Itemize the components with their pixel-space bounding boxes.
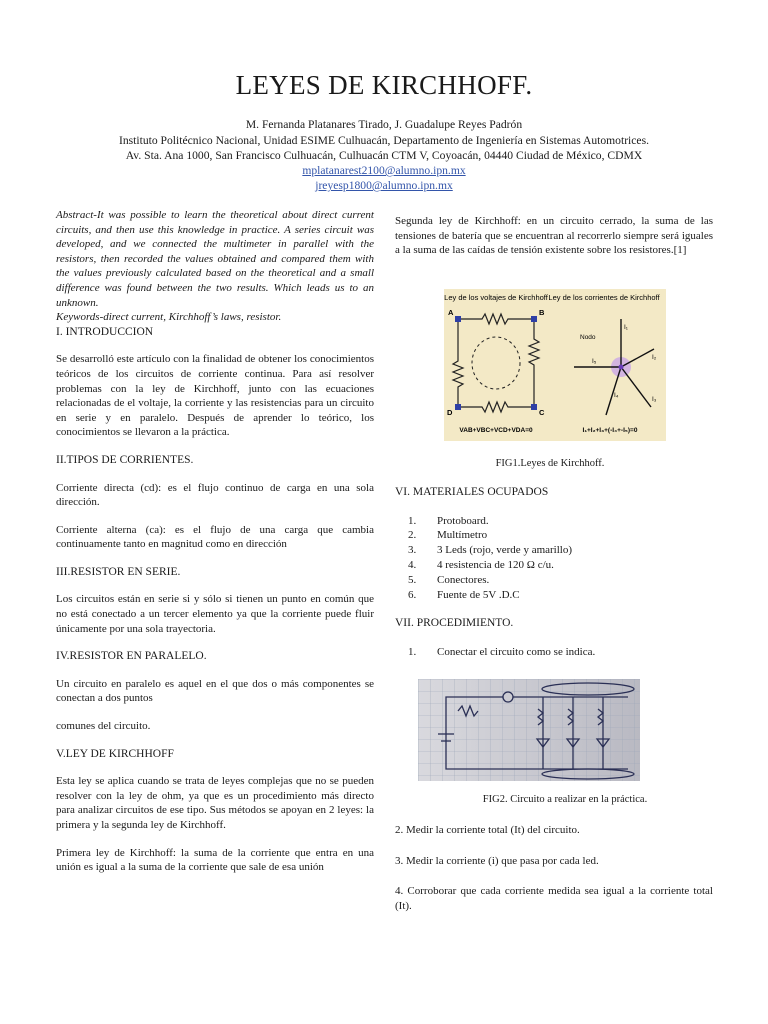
node-a-label: A (448, 308, 454, 317)
list-item: 1. Protoboard. (419, 514, 713, 529)
paper-title: LEYES DE KIRCHHOFF. (235, 70, 533, 100)
authors: M. Fernanda Platanares Tirado, J. Guadalupe Reyes Padrón (245, 118, 523, 131)
section-3-title: III.RESISTOR EN SERIE. (56, 565, 181, 578)
nodo-label: Nodo (580, 334, 596, 341)
materials-list (395, 514, 713, 603)
list-item: 3. 3 Leds (rojo, verde y amarillo) (419, 543, 713, 558)
procedure-list (395, 645, 713, 660)
section-3-paragraph: Los circuitos están en serie si y sólo si tienen un punto en común que no está conectado a un tercer elemento ya que la corriente puede fluir únicamente por una sola trayectoria. (56, 593, 374, 635)
step-3: 3. Medir la corriente (i) que pasa por cada led. (395, 854, 599, 867)
section-1-paragraph: Se desarrolló este artículo con la finalidad de obtener los conocimientos teóricos de los circuitos de corriente continua. Para así resolver problemas con la ley de Kirchhoff, junto con las ecuaciones relacionadas de el voltaje, la corriente y las resistencias para un circuito en serie y en paralelo. Después de aprender lo teórico, los conocimientos se llevaron a la práctica. (56, 353, 374, 439)
fig1-title-current: Ley de los corrientes de Kirchhoff (548, 293, 660, 302)
email-link-2[interactable]: jreyesp1800@alumno.ipn.mx (315, 179, 453, 192)
list-item: 4. 4 resistencia de 120 Ω c/u. (419, 558, 713, 573)
voltage-equation: VAB+VBC+VCD+VDA=0 (459, 427, 533, 434)
fig1-title-voltage: Ley de los voltajes de Kirchhoff (444, 293, 548, 302)
section-4-title: IV.RESISTOR EN PARALELO. (56, 650, 207, 663)
second-law-paragraph: Segunda ley de Kirchhoff: en un circuito cerrado, la suma de las tensiones de batería que se encuentran al recorrerlo siempre será iguales a la suma de las caídas de tensión existente sobre los resistores.[1] (395, 215, 713, 257)
section-7-title: VII. PROCEDIMIENTO. (395, 617, 514, 630)
email-1 (0, 164, 768, 178)
email-2 (0, 179, 768, 193)
section-4-paragraph-2: comunes del circuito. (56, 720, 151, 733)
node-c-label: C (539, 408, 545, 417)
materials-section (395, 485, 713, 660)
step-2: 2. Medir la corriente total (It) del circuito. (395, 824, 580, 836)
address: Av. Sta. Ana 1000, San Francisco Culhuacán, Culhuacán CTM V, Coyoacán, 04440 Ciudad de México, CDMX (125, 149, 643, 162)
i5-label: I₅ (592, 358, 597, 365)
list-item: 5. Conectores. (419, 573, 713, 588)
section-6-title: VI. MATERIALES OCUPADOS (395, 486, 549, 498)
section-4-paragraph-1: Un circuito en paralelo es aquel en el que dos o más componentes se conectan a dos puntos (56, 677, 374, 705)
node-d-label: D (447, 408, 453, 417)
list-item: 1. Conectar el circuito como se indica. (419, 645, 713, 660)
list-item: 6. Fuente de 5V .D.C (419, 588, 713, 603)
step-4: 4. Corroborar que cada corriente medida sea igual a la corriente total (It). (395, 885, 713, 912)
keywords: Keywords-direct current, Kirchhoff’s laws, resistor. (56, 311, 282, 324)
i3-label: I₃ (652, 396, 657, 403)
section-2-title: II.TIPOS DE CORRIENTES. (56, 453, 194, 466)
figure-2-caption: FIG2. Circuito a realizar en la práctica. (482, 794, 648, 805)
section-1-title: I. INTRODUCCION (56, 325, 154, 338)
list-item: 2. Multímetro (419, 528, 713, 543)
i4-label: I₄ (614, 392, 619, 399)
right-column-intro (395, 214, 713, 258)
abstract: Abstract-It was possible to learn the theoretical about direct current circuits, and then use this knowledge in practice. A series circuit was developed, and we connected the multimeter in parallel with the resistors, then recorded the values obtained and compared them with the values previously calculated based on the theoretical and a small difference was found between the two results. Which leads us to an unknown. (56, 209, 374, 309)
figure-1-kirchhoff-laws (444, 289, 666, 441)
email-link-1[interactable]: mplatanarest2100@alumno.ipn.mx (302, 164, 466, 177)
left-column (56, 208, 374, 875)
procedure-steps (395, 823, 713, 913)
section-5-title: V.LEY DE KIRCHHOFF (56, 747, 174, 760)
node-b-label: B (539, 308, 545, 317)
section-5-paragraph-1: Esta ley se aplica cuando se trata de leyes complejas que no se pueden resolver con la ley de ohm, ya que es un procedimiento más directo para analizar circuitos de ese tipo. Sus métodos se apoyan en 2 leyes: la primera y la segunda ley de Kirchhoff. (56, 775, 374, 831)
i2-label: I₂ (652, 354, 657, 361)
section-5-paragraph-2: Primera ley de Kirchhoff: la suma de la corriente que entra en una unión es igual a la suma de la corriente que sale de esa unión (56, 846, 374, 874)
section-2-paragraph-2: Corriente alterna (ca): es el flujo de una carga que cambia continuamente tanto en magnitud como en dirección (56, 523, 374, 551)
figure-1-caption: FIG1.Leyes de Kirchhoff. (495, 458, 605, 469)
current-equation: I₁+I₂+I₃+(-I₄+-I₅)=0 (582, 427, 638, 434)
section-2-paragraph-1: Corriente directa (cd): es el flujo continuo de carga en una sola dirección. (56, 481, 374, 509)
i1-label: I₁ (624, 324, 628, 331)
institution: Instituto Politécnico Nacional, Unidad ESIME Culhuacán, Departamento de Ingeniería en Sistemas Automotrices. (119, 134, 649, 147)
figure-2-circuit-photo (418, 679, 640, 781)
figure-1-background (444, 289, 666, 441)
